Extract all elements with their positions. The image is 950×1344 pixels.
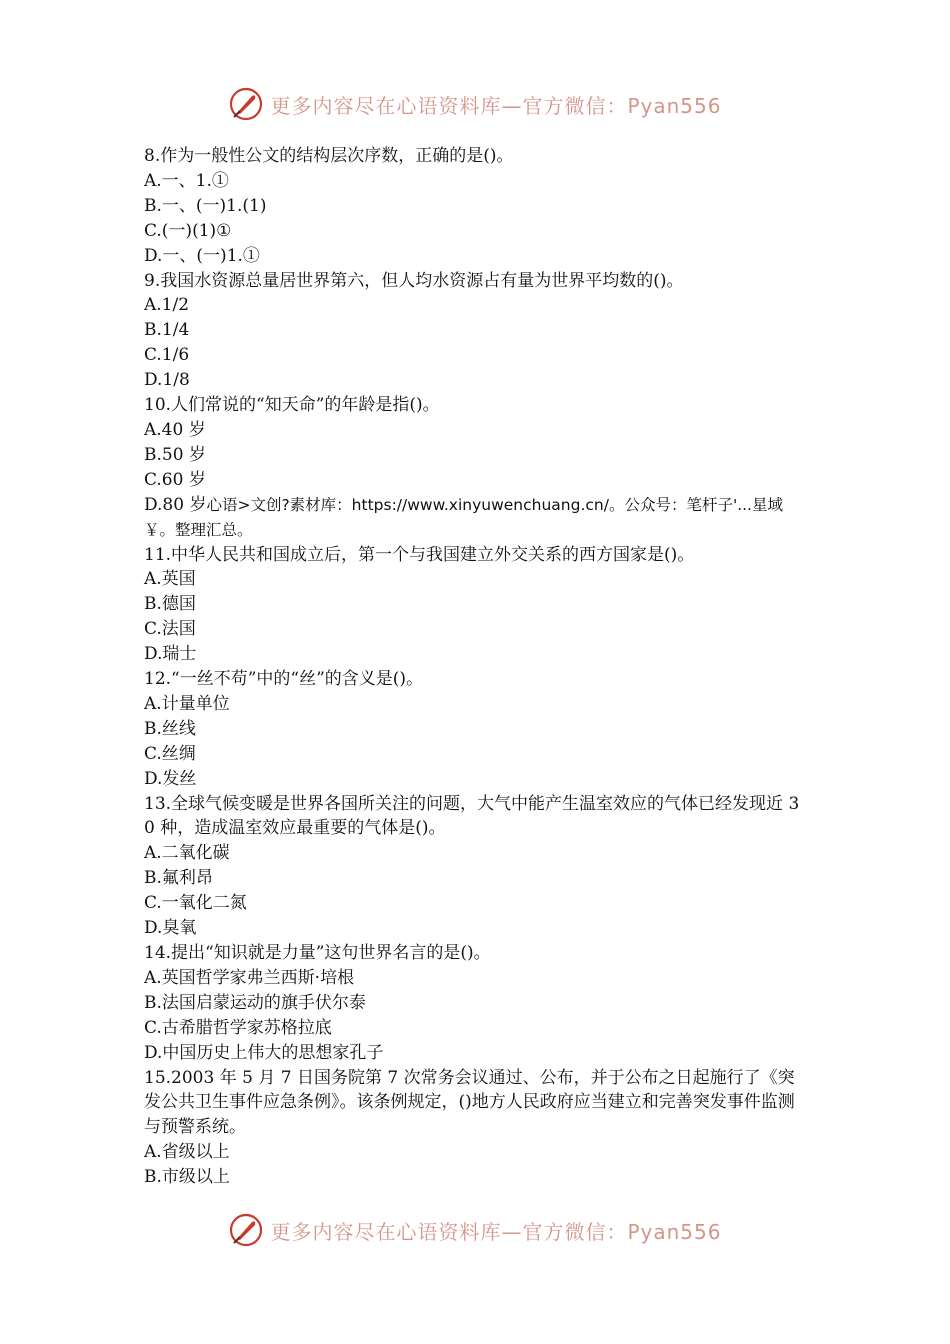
question-10: 10.人们常说的“知天命”的年龄是指()。 <box>144 395 440 416</box>
option-b: B.1/4 <box>144 320 190 341</box>
document-body <box>144 144 810 1190</box>
option-a: A.英国哲学家弗兰西斯·培根 <box>144 967 355 988</box>
option-a: A.一、1.① <box>144 170 229 191</box>
option-a: A.省级以上 <box>144 1142 230 1163</box>
option-c: C.(一)(1)① <box>144 220 232 241</box>
question-15: 15.2003 年 5 月 7 日国务院第 7 次常务会议通过、公布，并于公布之日起施行了《突发公共卫生事件应急条例》。该条例规定，()地方人民政府应当建立和完善突发事件监测与预警系统。 <box>144 1067 795 1138</box>
option-d: D.中国历史上伟大的思想家孔子 <box>144 1042 384 1063</box>
banner-text: 更多内容尽在心语资料库—官方微信：Pyan556 <box>270 93 722 118</box>
option-a: A.英国 <box>144 569 196 590</box>
option-d: D.1/8 <box>144 370 190 391</box>
option-c: C.古希腊哲学家苏格拉底 <box>144 1017 332 1038</box>
option-d: D.瑞士 <box>144 644 197 665</box>
option-d: D.臭氧 <box>144 918 197 939</box>
question-14: 14.提出“知识就是力量”这句世界名言的是()。 <box>144 943 491 963</box>
quill-pen-logo-icon <box>228 86 264 122</box>
option-b: B.一、(一)1.(1) <box>144 195 267 216</box>
option-c: C.1/6 <box>144 345 190 366</box>
footer-banner <box>0 1208 950 1252</box>
option-b: B.市级以上 <box>144 1167 230 1188</box>
option-a: A.1/2 <box>144 295 190 316</box>
option-c: C.丝绸 <box>144 743 196 764</box>
ad-text: 心语>文创?素材库：https://www.xinyuwenchuang.cn/。公众号：笔杆子'...星域￥。整理汇总。 <box>144 495 783 539</box>
option-d: D.一、(一)1.① <box>144 245 260 266</box>
option-c: C.法国 <box>144 619 196 640</box>
question-13: 13.全球气候变暖是世界各国所关注的问题，大气中能产生温室效应的气体已经发现近 30 种，造成温室效应最重要的气体是()。 <box>144 793 800 839</box>
option-d-with-ad <box>144 493 810 543</box>
banner-text: 更多内容尽在心语资料库—官方微信：Pyan556 <box>270 1219 722 1244</box>
question-8: 8.作为一般性公文的结构层次序数，正确的是()。 <box>144 146 514 166</box>
quill-pen-logo-icon <box>228 1212 264 1248</box>
option-d: D.80 岁 <box>144 494 207 515</box>
option-a: A.40 岁 <box>144 419 206 440</box>
option-b: B.德国 <box>144 594 196 615</box>
option-b: B.法国启蒙运动的旗手伏尔泰 <box>144 992 366 1013</box>
option-a: A.计量单位 <box>144 693 230 714</box>
question-9: 9.我国水资源总量居世界第六，但人均水资源占有量为世界平均数的()。 <box>144 270 684 291</box>
option-b: B.丝线 <box>144 718 196 739</box>
option-d: D.发丝 <box>144 768 197 789</box>
option-a: A.二氧化碳 <box>144 843 230 864</box>
header-banner <box>0 82 950 126</box>
question-12: 12.“一丝不苟”中的“丝”的含义是()。 <box>144 669 424 690</box>
question-11: 11.中华人民共和国成立后，第一个与我国建立外交关系的西方国家是()。 <box>144 544 695 565</box>
option-c: C.一氧化二氮 <box>144 893 247 914</box>
option-c: C.60 岁 <box>144 469 206 490</box>
option-b: B.50 岁 <box>144 444 206 465</box>
option-b: B.氟利昂 <box>144 868 213 889</box>
